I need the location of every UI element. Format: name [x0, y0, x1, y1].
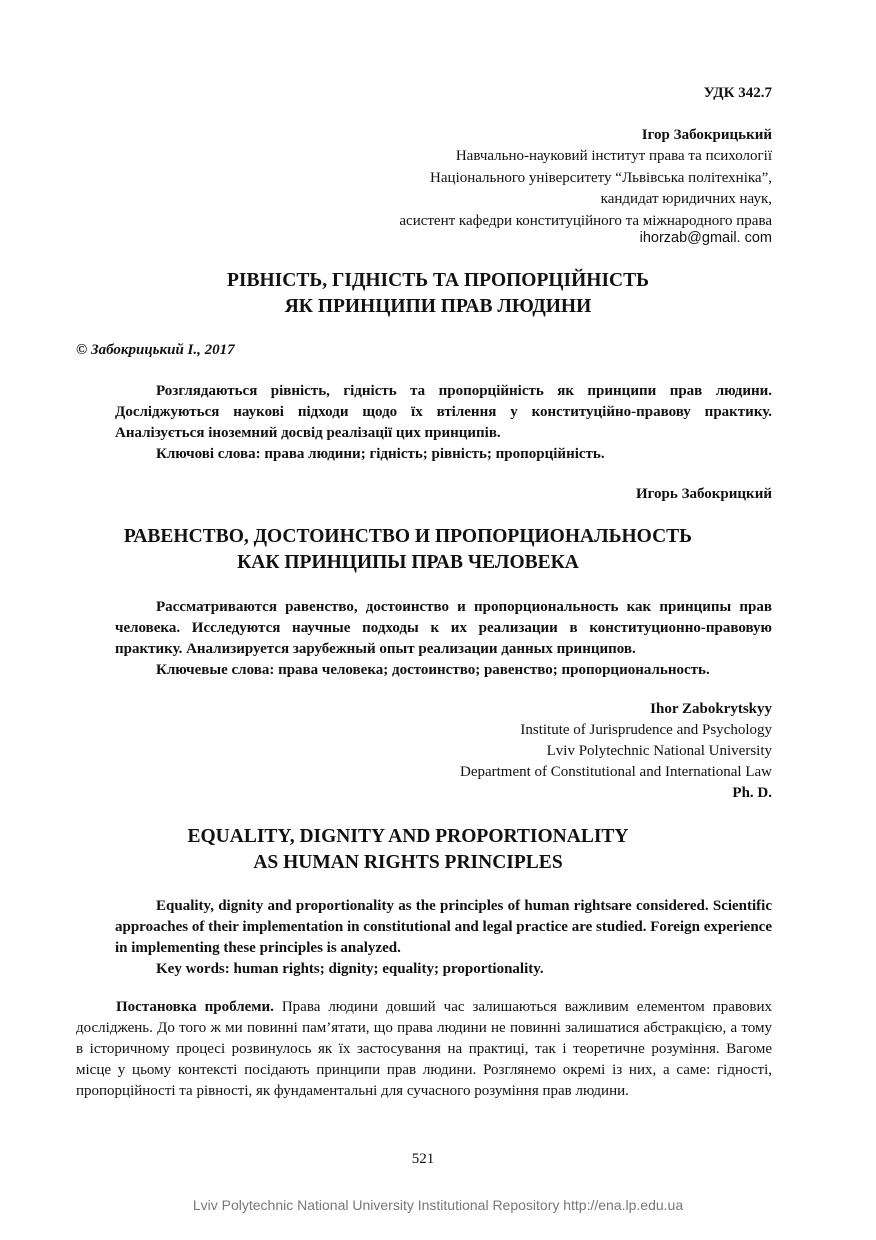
- repository-footer: Lviv Polytechnic National University Institutional Repository http://ena.lp.edu.ua: [192, 1197, 684, 1213]
- abstract-text: Equality, dignity and proportionality as the principles of human rightsare considered. Scientific approaches of their implementation in constitutional and legal practice are studied. Foreign experience in implementing these principles is analyzed.: [115, 898, 772, 956]
- page-number: 521: [411, 1151, 435, 1167]
- keywords: Ключові слова: права людини; гідність; рівність; пропорційність.: [156, 446, 605, 462]
- affiliation-line: асистент кафедри конституційного та міжнародного права: [399, 213, 772, 229]
- affiliation-line: Institute of Jurisprudence and Psychology: [520, 722, 772, 738]
- academic-degree: Ph. D.: [732, 785, 772, 801]
- affiliation-line: Національного університету “Львівська політехніка”,: [430, 170, 772, 186]
- copyright-notice: © Забокрицький І., 2017: [76, 342, 235, 358]
- abstract-text: Рассматриваются равенство, достоинство и пропорциональность как принципы прав человека. Исследуются научные подходы к их реализации в конституционно-правовую практику. Анализируется зарубежный опыт реализации данных принципов.: [115, 599, 772, 657]
- affiliation-line: Навчально-науковий інститут права та психології: [455, 148, 772, 164]
- author-name-russian: Игорь Забокрицкий: [635, 486, 772, 502]
- author-name-english: Ihor Zabokrytskyy: [650, 701, 772, 717]
- title-russian: [0, 524, 846, 576]
- title-line: КАК ПРИНЦИПЫ ПРАВ ЧЕЛОВЕКА: [237, 552, 579, 573]
- author-name-ukrainian: Ігор Забокрицький: [641, 127, 772, 143]
- author-email[interactable]: ihorzab@gmail. com: [639, 230, 772, 246]
- title-line: EQUALITY, DIGNITY AND PROPORTIONALITY: [187, 826, 629, 847]
- title-line: РІВНІСТЬ, ГІДНІСТЬ ТА ПРОПОРЦІЙНІСТЬ: [226, 270, 650, 291]
- title-line: ЯК ПРИНЦИПИ ПРАВ ЛЮДИНИ: [284, 296, 592, 317]
- keywords: Ключевые слова: права человека; достоинство; равенство; пропорциональность.: [156, 662, 710, 678]
- abstract-ukrainian: [115, 381, 772, 465]
- abstract-english: [115, 896, 772, 980]
- title-line: AS HUMAN RIGHTS PRINCIPLES: [253, 852, 563, 873]
- body-section: [76, 997, 772, 1102]
- title-english: [0, 824, 846, 876]
- affiliation-line: кандидат юридичних наук,: [600, 191, 772, 207]
- abstract-russian: [115, 597, 772, 681]
- affiliation-line: Department of Constitutional and International Law: [460, 764, 772, 780]
- affiliation-line: Lviv Polytechnic National University: [546, 743, 772, 759]
- title-ukrainian: [0, 268, 876, 320]
- section-heading: Постановка проблеми.: [116, 999, 274, 1015]
- udk-code: УДК 342.7: [703, 85, 772, 101]
- abstract-text: Розглядаються рівність, гідність та пропорційність як принципи прав людини. Досліджуються наукові підходи щодо їх втілення у конституційно-правову практику. Аналізується іноземний досвід реалізації цих принципів.: [115, 383, 772, 441]
- title-line: РАВЕНСТВО, ДОСТОИНСТВО И ПРОПОРЦИОНАЛЬНОСТЬ: [123, 526, 693, 547]
- body-paragraph: [76, 997, 772, 1102]
- keywords: Key words: human rights; dignity; equality; proportionality.: [156, 961, 544, 977]
- paragraph-text: Права людини довший час залишаються важливим елементом правових досліджень. До того ж ми повинні пам’ятати, що права людини не повинні залишатися абстракцією, а тому в історичному процесі розвинулось як їх застосування на практиці, так і теоретичне розуміння. Вагоме місце у цьому контексті посідають принципи прав людини. Розглянемо окремі із них, а саме: гідності, пропорційності та рівності, як фундаментальні для сучасного розуміння прав людини.: [76, 999, 772, 1099]
